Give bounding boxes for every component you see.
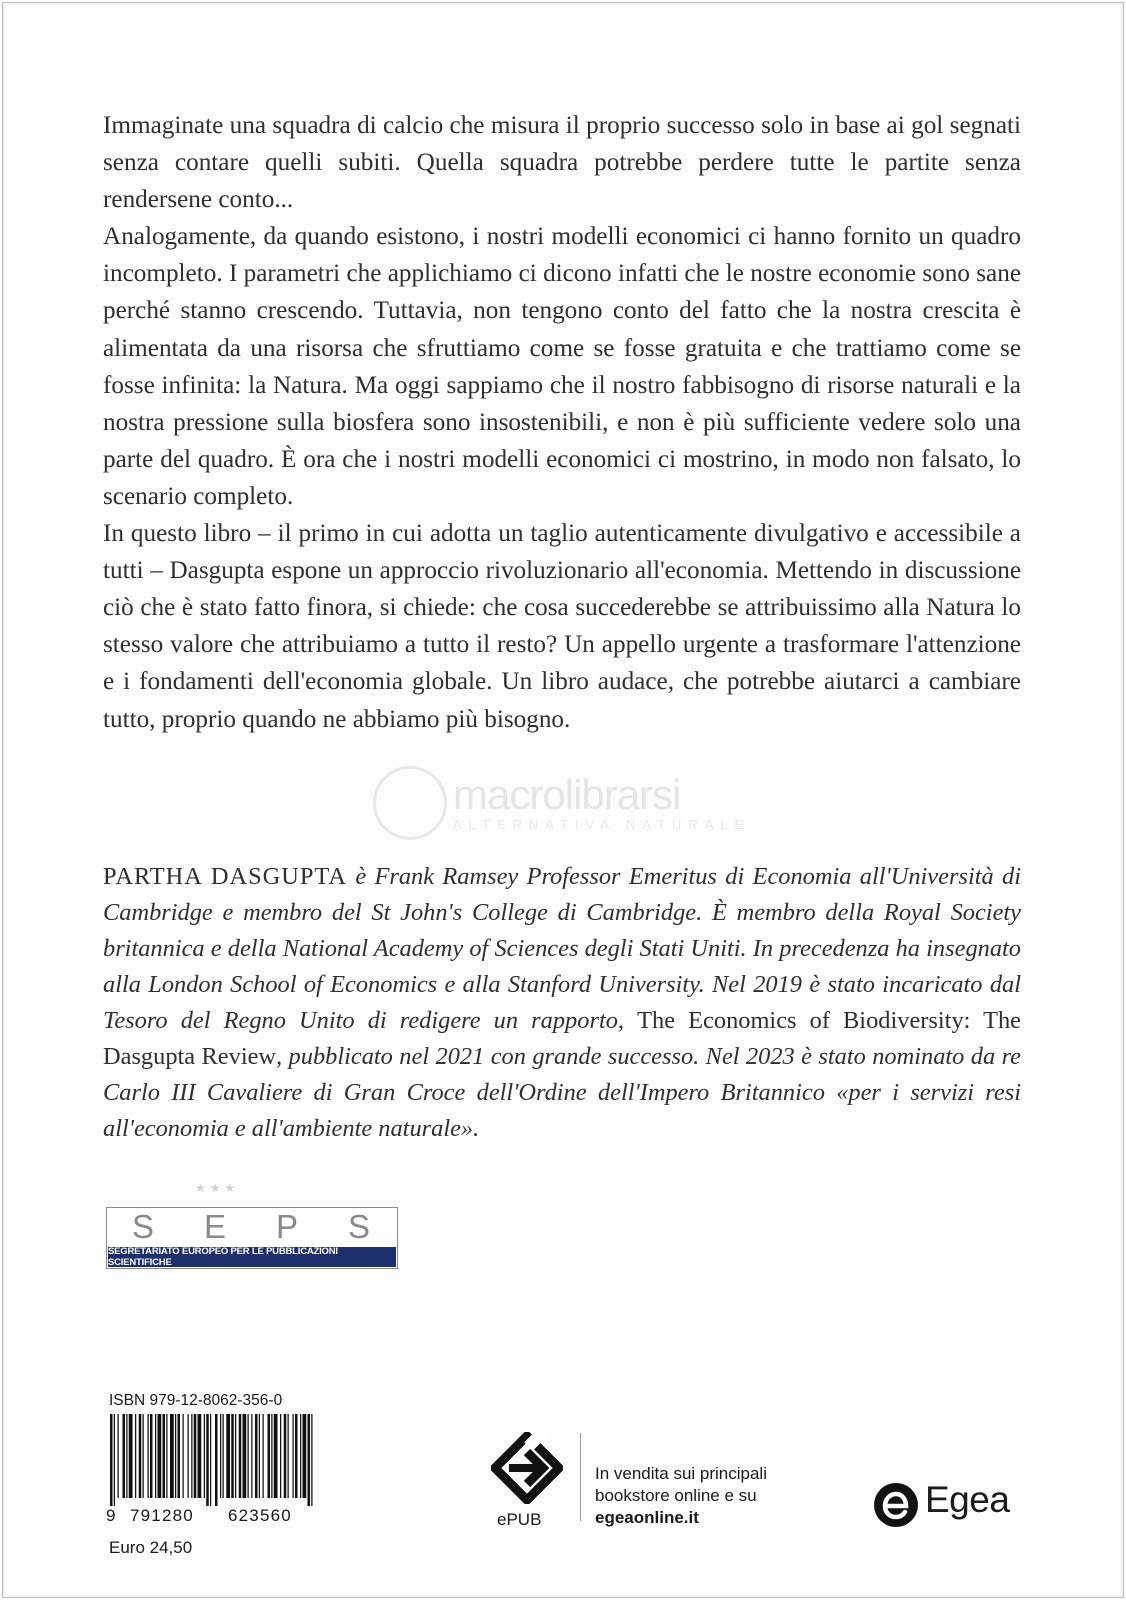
barcode-bar — [143, 1414, 144, 1498]
barcode-bar — [148, 1414, 149, 1498]
barcode-bar — [150, 1414, 153, 1498]
watermark-tagline: ALTERNATIVA NATURALE — [453, 817, 751, 832]
seps-letter: E — [203, 1208, 228, 1245]
egea-logo-icon — [873, 1482, 919, 1528]
barcode-bar — [215, 1414, 218, 1506]
barcode-bar — [220, 1414, 221, 1498]
isbn-digit-first: 9 — [106, 1506, 116, 1525]
barcode-bar — [251, 1414, 252, 1498]
barcode-bar — [155, 1414, 156, 1498]
barcode-bar — [175, 1414, 176, 1498]
barcode-bar — [268, 1414, 271, 1498]
barcode-bar — [284, 1414, 287, 1498]
barcode-bar — [135, 1414, 136, 1498]
barcode-bar — [288, 1414, 289, 1498]
barcode-bar — [223, 1414, 224, 1498]
seps-letter: P — [275, 1208, 300, 1245]
barcode-bar — [198, 1414, 202, 1498]
barcode-bar — [158, 1414, 162, 1498]
barcode-bar — [231, 1414, 234, 1498]
barcode-bar — [166, 1414, 167, 1498]
barcode-bar — [183, 1414, 184, 1498]
barcode-bar — [210, 1414, 211, 1506]
barcode-bar — [204, 1414, 205, 1498]
barcode-bar — [163, 1414, 166, 1498]
barcode-bar — [295, 1414, 298, 1498]
barcode-bar — [118, 1414, 119, 1498]
barcode-bar — [248, 1414, 249, 1498]
leaf-logo-icon — [373, 766, 447, 840]
barcode-bar — [311, 1414, 312, 1506]
barcode-bar — [255, 1414, 258, 1498]
barcode-bar — [300, 1414, 301, 1498]
report-title: The Economics of Biodiversity: The Dasgupta Review — [103, 1007, 1021, 1070]
sales-site: egeaonline.it — [595, 1508, 699, 1527]
seps-logo — [106, 1207, 398, 1269]
barcode-bar — [243, 1414, 247, 1498]
blurb — [103, 107, 1021, 738]
divider — [580, 1433, 581, 1521]
seps-band-text: SEGRETARIATO EUROPEO PER LE PUBBLICAZIONI SCIENTIFICHE — [108, 1247, 396, 1267]
isbn-digits-left: 791280 — [130, 1506, 194, 1525]
barcode-bar — [263, 1414, 264, 1498]
barcode-bar — [303, 1414, 307, 1498]
isbn-digits-right: 623560 — [228, 1506, 292, 1525]
sales-line-1: In vendita sui principali — [595, 1464, 767, 1483]
isbn-label: ISBN 979-12-8062-356-0 — [109, 1392, 283, 1409]
watermark-name: macrolibrarsi — [453, 771, 681, 818]
seps-stars-icon: ★★★ — [195, 1181, 240, 1195]
barcode-bar — [271, 1414, 272, 1498]
barcode-bar — [194, 1414, 197, 1498]
price: Euro 24,50 — [109, 1538, 193, 1557]
bio-text-2: , pubblicato nel 2021 con grande successo. Nel 2023 è stato nominato da re Carlo III Cavaliere di Gran Croce dell'Ordine dell'Impero Britannico «per i servizi resi all'economia e all'ambiente naturale». — [103, 1043, 1021, 1142]
barcode-bar — [259, 1414, 260, 1498]
barcode-bar — [293, 1414, 294, 1498]
barcode-bar — [274, 1414, 278, 1498]
seps-letter: S — [347, 1208, 372, 1245]
barcode-bar — [114, 1414, 115, 1506]
barcode-bar — [129, 1414, 133, 1498]
barcode-bar — [188, 1414, 189, 1498]
barcode-bar — [308, 1414, 311, 1506]
sales-line-2: bookstore online e su — [595, 1486, 757, 1505]
barcode-bar — [170, 1414, 174, 1498]
back-cover — [2, 2, 1124, 1598]
publisher-name: Egea — [925, 1479, 1010, 1520]
barcode-bar — [239, 1414, 242, 1498]
macrolibrarsi-watermark — [373, 771, 773, 835]
epub-label: ePUB — [497, 1510, 542, 1529]
blurb-paragraph-1: Immaginate una squadra di calcio che misura il proprio successo solo in base ai gol segnati senza contare quelli subiti. Quella squadra potrebbe perdere tutte le partite senza rendersene conto... — [103, 112, 1021, 214]
barcode-bar — [226, 1414, 230, 1498]
seps-letters — [108, 1209, 396, 1245]
barcode-bar — [235, 1414, 236, 1498]
barcode-bar — [191, 1414, 192, 1498]
barcode — [106, 1414, 316, 1506]
blurb-paragraph-3: In questo libro – il primo in cui adotta un taglio autenticamente divulgativo e accessibile a tutti – Dasgupta espone un approccio rivoluzionario all'economia. Mettendo in discussione ciò che è stato fatto finora, si chiede: che cosa succederebbe se attribuissimo alla Natura lo stesso valore che attribuiamo a tutto il resto? Un appello urgente a trasformare l'attenzione e i fondamenti dell'economia globale. Un libro audace, che potrebbe aiutarci a cambiare tutto, proprio quando ne abbiamo più bisogno. — [103, 520, 1021, 733]
seps-letter: S — [131, 1208, 156, 1245]
barcode-bar — [123, 1414, 126, 1498]
barcode-bar — [206, 1414, 209, 1506]
bio-text-1: è Frank Ramsey Professor Emeritus di Economia all'Università di Cambridge e membro del St John's College di Cambridge. È membro della Royal Society britannica e della National Academy of Sciences degli Stati Uniti. In precedenza ha insegnato alla London School of Economics e alla Stanford University. Nel 2019 è stato incaricato dal Tesoro del Regno Unito di redigere un rapporto, — [103, 863, 1021, 1034]
barcode-bar — [280, 1414, 281, 1498]
barcode-bar — [139, 1414, 142, 1498]
blurb-paragraph-2: Analogamente, da quando esistono, i nostri modelli economici ci hanno fornito un quadro incompleto. I parametri che applichiamo ci dicono infatti che le nostre economie sono sane perché stanno crescendo. Tuttavia, non tengono conto del fatto che la nostra crescita è alimentata da una risorsa che sfruttiamo come se fosse gratuita e che trattiamo come se fosse infinita: la Natura. Ma oggi sappiamo che il nostro fabbisogno di risorse naturali e la nostra pressione sulla biosfera sono insostenibili, e non è più sufficiente vedere solo una parte del quadro. È ora che i nostri modelli economici ci mostrino, in modo non falsato, lo scenario completo. — [103, 223, 1021, 510]
barcode-bar — [178, 1414, 181, 1498]
author-bio — [103, 859, 1021, 1147]
barcode-bar — [126, 1414, 127, 1498]
sales-info — [595, 1463, 835, 1529]
barcode-bar — [110, 1414, 113, 1506]
author-name: PARTHA DASGUPTA — [103, 863, 347, 890]
epub-icon — [491, 1432, 563, 1504]
